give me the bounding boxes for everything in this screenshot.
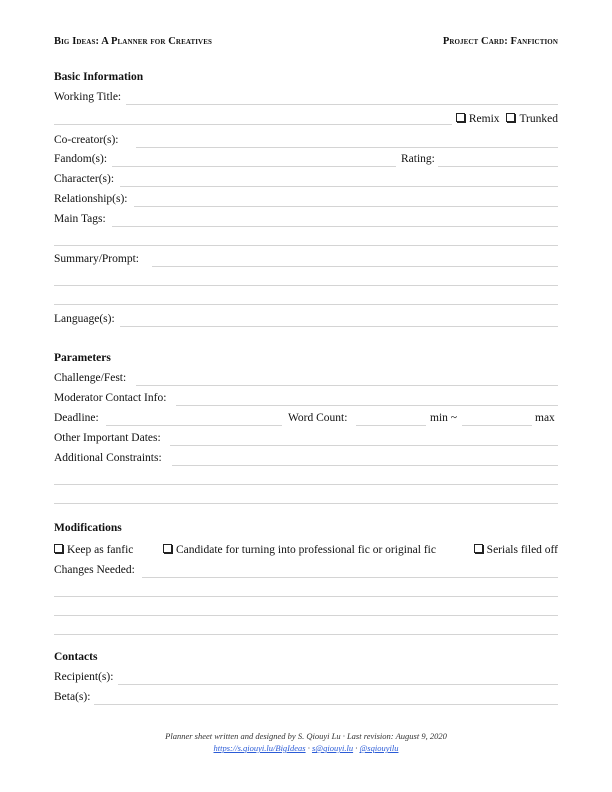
moderator-field[interactable]	[176, 405, 558, 406]
summary-label: Summary/Prompt:	[54, 253, 139, 265]
serials-filed-off-checkbox[interactable]	[474, 544, 483, 553]
deadline-field[interactable]	[106, 425, 282, 426]
footer-credit: Planner sheet written and designed by S. Qiouyi Lu · Last revision: August 9, 2020	[165, 731, 447, 741]
word-count-label: Word Count:	[288, 412, 348, 424]
rating-field[interactable]	[438, 166, 558, 167]
remix-checkbox[interactable]	[456, 113, 465, 122]
relationships-label: Relationship(s):	[54, 193, 128, 205]
cocreators-field[interactable]	[136, 147, 558, 148]
footer-links	[0, 743, 612, 753]
fandoms-label: Fandom(s):	[54, 153, 108, 165]
constraints-label: Additional Constraints:	[54, 452, 162, 464]
working-title-field[interactable]	[126, 104, 558, 105]
cocreators-label: Co-creator(s):	[54, 134, 119, 146]
candidate-label: Candidate for turning into professional fic or original fic	[176, 544, 436, 556]
deadline-label: Deadline:	[54, 412, 99, 424]
constraints-field-3[interactable]	[54, 503, 558, 504]
serials-filed-off-label: Serials filed off	[486, 544, 558, 556]
planner-title: Big Ideas: A Planner for Creatives	[54, 36, 212, 47]
changes-needed-field-4[interactable]	[54, 634, 558, 635]
candidate-checkbox[interactable]	[163, 544, 172, 553]
footer-separator: ·	[307, 743, 310, 753]
characters-field[interactable]	[120, 186, 558, 187]
status-checkboxes	[456, 113, 558, 125]
website-link[interactable]: https://s.qiouyi.lu/BigIdeas	[213, 743, 306, 753]
keep-as-fanfic-checkbox[interactable]	[54, 544, 63, 553]
word-count-min-label: min ~	[430, 412, 457, 424]
characters-label: Character(s):	[54, 173, 115, 185]
betas-field[interactable]	[94, 704, 558, 705]
changes-needed-field[interactable]	[142, 577, 558, 578]
language-field[interactable]	[120, 326, 558, 327]
challenge-label: Challenge/Fest:	[54, 372, 127, 384]
section-heading-parameters: Parameters	[54, 352, 111, 364]
email-link[interactable]: s@qiouyi.lu	[311, 743, 354, 753]
main-tags-field-2[interactable]	[54, 245, 558, 246]
challenge-field[interactable]	[136, 385, 558, 386]
changes-needed-label: Changes Needed:	[54, 564, 135, 576]
summary-field-3[interactable]	[54, 304, 558, 305]
working-title-field-2[interactable]	[54, 124, 452, 125]
remix-label: Remix	[468, 113, 500, 125]
changes-needed-field-2[interactable]	[54, 596, 558, 597]
word-count-max-field[interactable]	[462, 425, 532, 426]
summary-field[interactable]	[152, 266, 558, 267]
language-label: Language(s):	[54, 313, 115, 325]
changes-needed-field-3[interactable]	[54, 615, 558, 616]
working-title-label: Working Title:	[54, 91, 122, 103]
card-title: Project Card: Fanfiction	[442, 36, 558, 47]
main-tags-field[interactable]	[112, 226, 558, 227]
relationships-field[interactable]	[134, 206, 558, 207]
recipients-field[interactable]	[118, 684, 558, 685]
social-link[interactable]: @sqiouyilu	[359, 743, 399, 753]
keep-as-fanfic-label: Keep as fanfic	[67, 544, 134, 556]
word-count-max-label: max	[535, 412, 555, 424]
other-dates-label: Other Important Dates:	[54, 432, 161, 444]
section-heading-basic-information: Basic Information	[54, 71, 144, 83]
rating-label: Rating:	[401, 153, 435, 165]
trunked-label: Trunked	[519, 113, 558, 125]
other-dates-field[interactable]	[170, 445, 558, 446]
trunked-checkbox[interactable]	[506, 113, 515, 122]
summary-field-2[interactable]	[54, 285, 558, 286]
constraints-field-2[interactable]	[54, 484, 558, 485]
word-count-min-field[interactable]	[356, 425, 426, 426]
constraints-field[interactable]	[172, 465, 558, 466]
betas-label: Beta(s):	[54, 691, 91, 703]
serials-filed-off-option	[474, 544, 558, 556]
section-heading-modifications: Modifications	[54, 522, 122, 534]
main-tags-label: Main Tags:	[54, 213, 106, 225]
candidate-option	[163, 544, 436, 556]
section-heading-contacts: Contacts	[54, 651, 98, 663]
moderator-label: Moderator Contact Info:	[54, 392, 167, 404]
recipients-label: Recipient(s):	[54, 671, 114, 683]
fandoms-field[interactable]	[112, 166, 396, 167]
keep-as-fanfic-option	[54, 544, 133, 556]
footer-separator: ·	[355, 743, 358, 753]
